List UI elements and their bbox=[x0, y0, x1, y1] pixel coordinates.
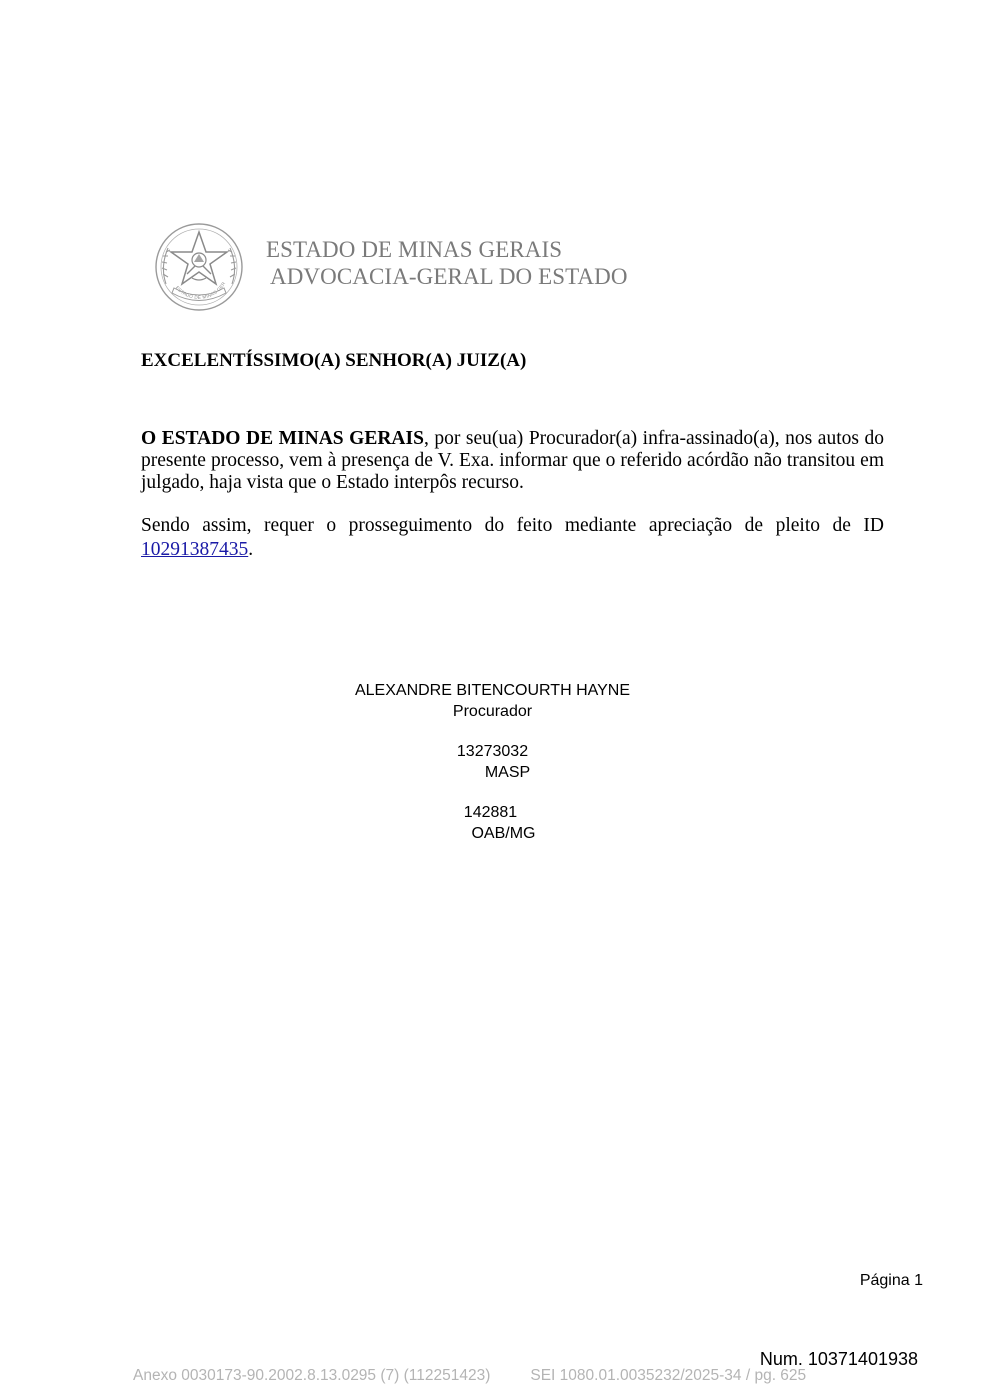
body-paragraph-2-text: Sendo assim, requer o prosseguimento do feito mediante apreciação de pleito de ID bbox=[141, 515, 884, 536]
body-paragraph-1-subject: O ESTADO DE MINAS GERAIS bbox=[141, 428, 424, 449]
oab-block bbox=[0, 802, 987, 844]
seal-caption-text: ESTADO DE MINAS GER bbox=[174, 280, 227, 300]
letterhead bbox=[266, 236, 628, 290]
footer-sei-reference: SEI 1080.01.0035232/2025-34 / pg. 625 bbox=[530, 1367, 807, 1384]
footer-stamp bbox=[133, 1367, 806, 1385]
body-paragraph-1 bbox=[141, 428, 884, 494]
body-paragraph-2-end: . bbox=[248, 539, 254, 560]
oab-label: OAB/MG bbox=[471, 825, 536, 842]
addressee-heading: EXCELENTÍSSIMO(A) SENHOR(A) JUIZ(A) bbox=[141, 350, 527, 371]
signature-block bbox=[0, 680, 987, 722]
page-number: Página 1 bbox=[859, 1272, 923, 1289]
masp-number: 13273032 bbox=[456, 743, 529, 760]
signer-name: ALEXANDRE BITENCOURTH HAYNE bbox=[354, 682, 630, 699]
footer-annex-reference: Anexo 0030173-90.2002.8.13.0295 (7) (112251423) bbox=[133, 1367, 491, 1384]
masp-label: MASP bbox=[484, 764, 531, 781]
body-paragraph-1-text: , por seu(ua) Procurador(a) infra-assinado(a), nos autos do presente processo, vem à presença de V. Exa. informar que o referido acórdão não transitou em julgado, haja vista que o Estado interpôs recurso. bbox=[141, 428, 885, 493]
document-id-link[interactable]: 10291387435 bbox=[141, 539, 249, 560]
letterhead-state: ESTADO DE MINAS GERAIS bbox=[266, 237, 563, 262]
signer-role: Procurador bbox=[452, 703, 533, 720]
svg-text:ESTADO DE MINAS GERAIS bbox=[154, 222, 227, 300]
masp-block bbox=[0, 741, 987, 783]
state-seal-icon bbox=[154, 222, 244, 312]
letterhead-agency: ADVOCACIA-GERAL DO ESTADO bbox=[270, 264, 628, 289]
body-paragraph-2 bbox=[141, 514, 884, 562]
oab-number: 142881 bbox=[463, 804, 518, 821]
document-number: Num. 10371401938 bbox=[759, 1349, 918, 1369]
